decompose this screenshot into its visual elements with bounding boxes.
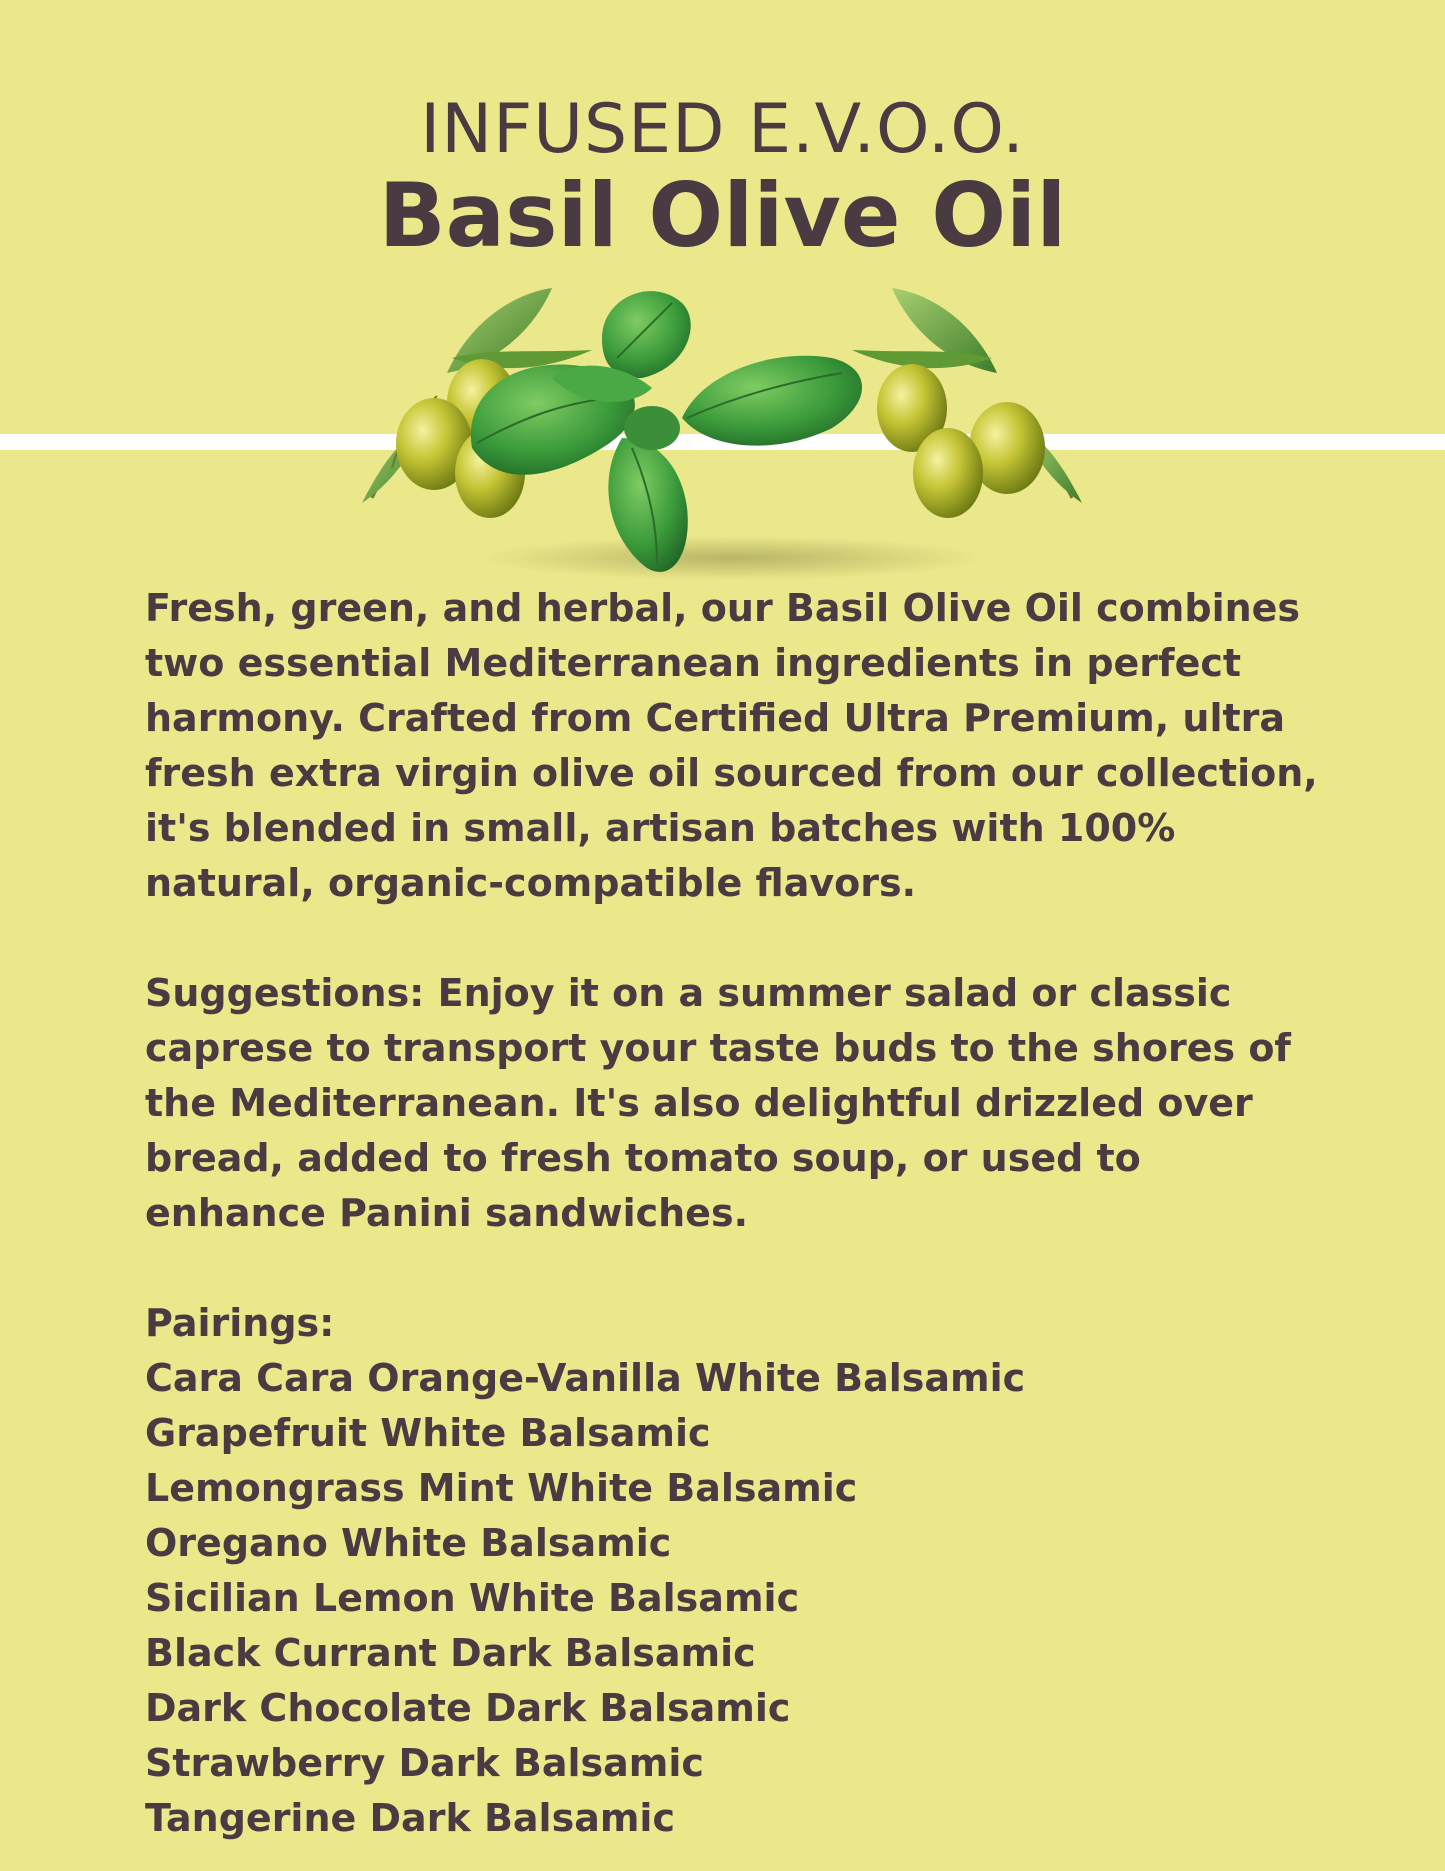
suggestions-paragraph: Suggestions: Enjoy it on a summer salad or classic caprese to transport your taste buds to the shores of the Mediterranean. It's also delightful drizzled over bread, added to fresh tomato soup, or used to enhance Panini sandwiches. — [145, 971, 1291, 1235]
pairing-item: Dark Chocolate Dark Balsamic — [145, 1686, 791, 1730]
category-label: INFUSED E.V.O.O. — [420, 90, 1025, 169]
pairing-item: Cara Cara Orange-Vanilla White Balsamic — [145, 1356, 1026, 1400]
product-title: Basil Olive Oil — [378, 164, 1067, 267]
spacer — [145, 911, 1325, 966]
pairing-item: Lemongrass Mint White Balsamic — [145, 1466, 858, 1510]
product-description — [145, 581, 1325, 1846]
pairing-item: Strawberry Dark Balsamic — [145, 1741, 704, 1785]
olive-basil-illustration — [352, 278, 1092, 598]
pairings-heading: Pairings: — [145, 1301, 335, 1345]
right-olive-branch — [852, 288, 1082, 518]
basil-leaves — [471, 291, 862, 572]
description-paragraph: Fresh, green, and herbal, our Basil Olive Oil combines two essential Mediterranean ingredients in perfect harmony. Crafted from Certified Ultra Premium, ultra fresh extra virgin olive oil sourced from our collection, it's blended in small, artisan batches with 100% natural, organic-compatible flavors. — [145, 586, 1318, 905]
pairing-item: Black Currant Dark Balsamic — [145, 1631, 756, 1675]
pairing-item: Grapefruit White Balsamic — [145, 1411, 711, 1455]
spacer — [145, 1241, 1325, 1296]
pairings-list — [145, 1351, 1325, 1846]
pairing-item: Sicilian Lemon White Balsamic — [145, 1576, 800, 1620]
pairing-item: Oregano White Balsamic — [145, 1521, 672, 1565]
pairing-item: Tangerine Dark Balsamic — [145, 1796, 675, 1840]
